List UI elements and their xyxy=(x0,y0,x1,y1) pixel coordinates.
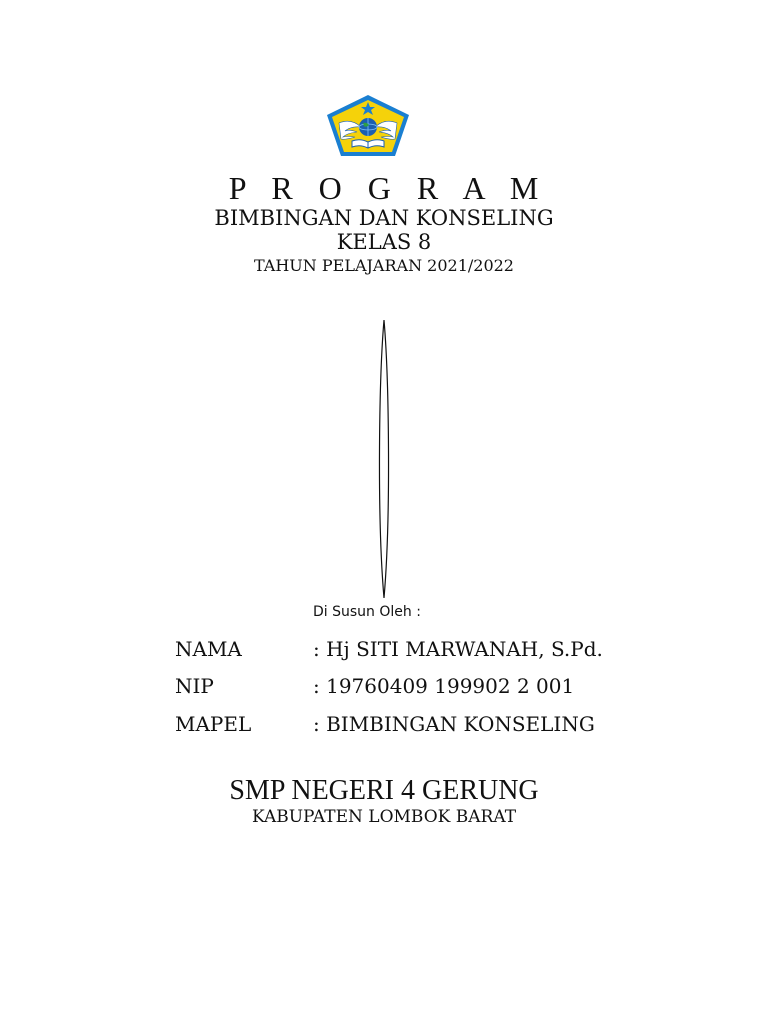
decorative-divider xyxy=(373,318,395,600)
school-name: SMP NEGERI 4 GERUNG xyxy=(229,775,539,806)
info-row-subject xyxy=(175,711,595,737)
document-title: P R O G R A M xyxy=(228,170,548,206)
school-emblem-icon xyxy=(325,93,411,159)
info-value: : Hj SITI MARWANAH, S.Pd. xyxy=(313,637,603,661)
info-label: NAMA xyxy=(175,637,242,661)
academic-year: TAHUN PELAJARAN 2021/2022 xyxy=(254,256,514,275)
program-subtitle: BIMBINGAN DAN KONSELING xyxy=(214,206,554,230)
info-label: MAPEL xyxy=(175,712,252,736)
info-value: : BIMBINGAN KONSELING xyxy=(313,712,595,736)
info-value: : 19760409 199902 2 001 xyxy=(313,674,575,698)
prepared-by-label: Di Susun Oleh : xyxy=(313,604,421,620)
info-row-nip xyxy=(175,673,574,699)
regency-name: KABUPATEN LOMBOK BARAT xyxy=(251,807,517,827)
info-row-name xyxy=(175,636,603,662)
info-label: NIP xyxy=(175,674,214,698)
class-label: KELAS 8 xyxy=(336,230,432,254)
